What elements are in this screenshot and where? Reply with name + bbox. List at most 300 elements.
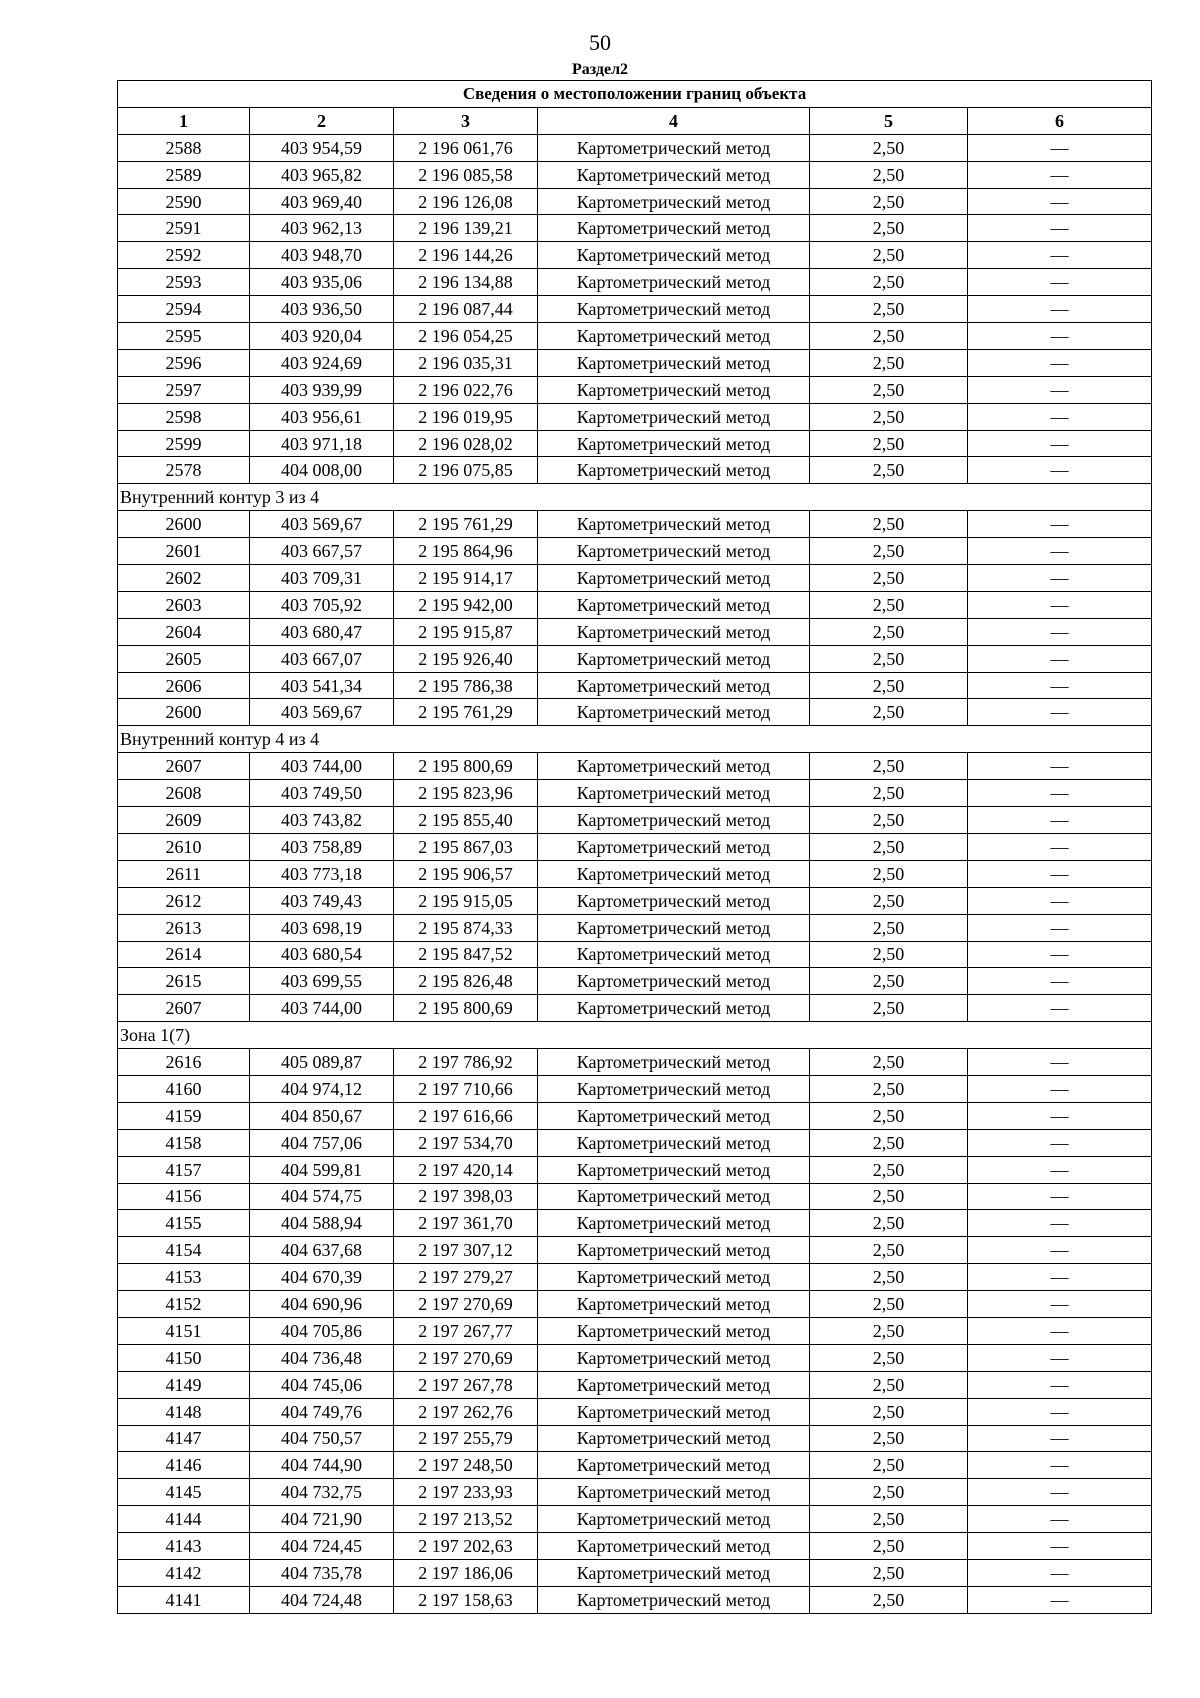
y-coordinate-cell: 2 195 926,40	[394, 645, 538, 672]
table-row	[118, 1156, 1152, 1183]
accuracy-cell: 2,50	[810, 1317, 968, 1344]
description-cell: —	[968, 457, 1152, 484]
table-row	[118, 1425, 1152, 1452]
method-cell: Картометрический метод	[538, 1452, 810, 1479]
method-cell: Картометрический метод	[538, 1559, 810, 1586]
point-number-cell: 2600	[118, 699, 250, 726]
x-coordinate-cell: 403 749,50	[250, 780, 394, 807]
table-row	[118, 1291, 1152, 1318]
y-coordinate-cell: 2 197 307,12	[394, 1237, 538, 1264]
method-cell: Картометрический метод	[538, 538, 810, 565]
y-coordinate-cell: 2 196 087,44	[394, 296, 538, 323]
method-cell: Картометрический метод	[538, 430, 810, 457]
y-coordinate-cell: 2 195 915,87	[394, 618, 538, 645]
description-cell: —	[968, 833, 1152, 860]
table-row	[118, 914, 1152, 941]
method-cell: Картометрический метод	[538, 753, 810, 780]
point-number-cell: 2594	[118, 296, 250, 323]
y-coordinate-cell: 2 196 126,08	[394, 188, 538, 215]
y-coordinate-cell: 2 197 262,76	[394, 1398, 538, 1425]
y-coordinate-cell: 2 197 248,50	[394, 1452, 538, 1479]
method-cell: Картометрический метод	[538, 1075, 810, 1102]
method-cell: Картометрический метод	[538, 1049, 810, 1076]
y-coordinate-cell: 2 197 786,92	[394, 1049, 538, 1076]
y-coordinate-cell: 2 195 942,00	[394, 591, 538, 618]
description-cell: —	[968, 1371, 1152, 1398]
table-row	[118, 618, 1152, 645]
point-number-cell: 4147	[118, 1425, 250, 1452]
table-row	[118, 672, 1152, 699]
accuracy-cell: 2,50	[810, 1398, 968, 1425]
table-caption: Сведения о местоположении границ объекта	[118, 81, 1152, 108]
accuracy-cell: 2,50	[810, 430, 968, 457]
table-row	[118, 376, 1152, 403]
x-coordinate-cell: 403 758,89	[250, 833, 394, 860]
y-coordinate-cell: 2 196 035,31	[394, 349, 538, 376]
x-coordinate-cell: 403 965,82	[250, 161, 394, 188]
table-row	[118, 242, 1152, 269]
y-coordinate-cell: 2 195 786,38	[394, 672, 538, 699]
method-cell: Картометрический метод	[538, 887, 810, 914]
table-row	[118, 1317, 1152, 1344]
y-coordinate-cell: 2 195 864,96	[394, 538, 538, 565]
x-coordinate-cell: 404 670,39	[250, 1264, 394, 1291]
x-coordinate-cell: 403 773,18	[250, 860, 394, 887]
accuracy-cell: 2,50	[810, 1049, 968, 1076]
accuracy-cell: 2,50	[810, 591, 968, 618]
point-number-cell: 2595	[118, 323, 250, 350]
x-coordinate-cell: 404 705,86	[250, 1317, 394, 1344]
accuracy-cell: 2,50	[810, 134, 968, 161]
y-coordinate-cell: 2 195 800,69	[394, 995, 538, 1022]
method-cell: Картометрический метод	[538, 995, 810, 1022]
accuracy-cell: 2,50	[810, 1291, 968, 1318]
description-cell: —	[968, 376, 1152, 403]
x-coordinate-cell: 403 667,07	[250, 645, 394, 672]
x-coordinate-cell: 403 956,61	[250, 403, 394, 430]
accuracy-cell: 2,50	[810, 242, 968, 269]
column-number: 5	[810, 107, 968, 134]
y-coordinate-cell: 2 197 616,66	[394, 1102, 538, 1129]
description-cell: —	[968, 511, 1152, 538]
table-row	[118, 1344, 1152, 1371]
y-coordinate-cell: 2 195 823,96	[394, 780, 538, 807]
description-cell: —	[968, 1317, 1152, 1344]
description-cell: —	[968, 215, 1152, 242]
description-cell: —	[968, 1533, 1152, 1560]
table-row	[118, 860, 1152, 887]
accuracy-cell: 2,50	[810, 349, 968, 376]
point-number-cell: 4142	[118, 1559, 250, 1586]
table-row	[118, 591, 1152, 618]
point-number-cell: 4156	[118, 1183, 250, 1210]
x-coordinate-cell: 403 705,92	[250, 591, 394, 618]
y-coordinate-cell: 2 196 139,21	[394, 215, 538, 242]
method-cell: Картометрический метод	[538, 565, 810, 592]
table-row	[118, 1559, 1152, 1586]
contour-header-row	[118, 726, 1152, 753]
description-cell: —	[968, 699, 1152, 726]
table-body	[118, 134, 1152, 1613]
description-cell: —	[968, 1559, 1152, 1586]
table-row	[118, 161, 1152, 188]
point-number-cell: 2614	[118, 941, 250, 968]
x-coordinate-cell: 405 089,87	[250, 1049, 394, 1076]
description-cell: —	[968, 753, 1152, 780]
point-number-cell: 2607	[118, 753, 250, 780]
accuracy-cell: 2,50	[810, 188, 968, 215]
x-coordinate-cell: 403 698,19	[250, 914, 394, 941]
section-title: Раздел2	[571, 61, 629, 78]
point-number-cell: 2615	[118, 968, 250, 995]
table-row	[118, 941, 1152, 968]
contour-label: Внутренний контур 4 из 4	[118, 726, 1152, 753]
table-row	[118, 511, 1152, 538]
y-coordinate-cell: 2 196 028,02	[394, 430, 538, 457]
table-row	[118, 215, 1152, 242]
accuracy-cell: 2,50	[810, 296, 968, 323]
table-row	[118, 188, 1152, 215]
accuracy-cell: 2,50	[810, 1506, 968, 1533]
description-cell: —	[968, 995, 1152, 1022]
table-row	[118, 887, 1152, 914]
y-coordinate-cell: 2 197 158,63	[394, 1586, 538, 1613]
accuracy-cell: 2,50	[810, 645, 968, 672]
method-cell: Картометрический метод	[538, 1156, 810, 1183]
method-cell: Картометрический метод	[538, 1479, 810, 1506]
accuracy-cell: 2,50	[810, 1452, 968, 1479]
y-coordinate-cell: 2 195 761,29	[394, 699, 538, 726]
method-cell: Картометрический метод	[538, 860, 810, 887]
accuracy-cell: 2,50	[810, 753, 968, 780]
point-number-cell: 2591	[118, 215, 250, 242]
description-cell: —	[968, 1264, 1152, 1291]
y-coordinate-cell: 2 196 075,85	[394, 457, 538, 484]
column-number-row	[118, 107, 1152, 134]
accuracy-cell: 2,50	[810, 511, 968, 538]
method-cell: Картометрический метод	[538, 1237, 810, 1264]
accuracy-cell: 2,50	[810, 833, 968, 860]
point-number-cell: 2607	[118, 995, 250, 1022]
x-coordinate-cell: 404 850,67	[250, 1102, 394, 1129]
table-row	[118, 403, 1152, 430]
method-cell: Картометрический метод	[538, 941, 810, 968]
contour-label: Внутренний контур 3 из 4	[118, 484, 1152, 511]
accuracy-cell: 2,50	[810, 807, 968, 834]
table-row	[118, 1210, 1152, 1237]
accuracy-cell: 2,50	[810, 1237, 968, 1264]
page-number: 50	[589, 30, 611, 55]
point-number-cell: 2606	[118, 672, 250, 699]
method-cell: Картометрический метод	[538, 269, 810, 296]
x-coordinate-cell: 403 569,67	[250, 699, 394, 726]
x-coordinate-cell: 403 743,82	[250, 807, 394, 834]
x-coordinate-cell: 404 724,45	[250, 1533, 394, 1560]
accuracy-cell: 2,50	[810, 1210, 968, 1237]
table-row	[118, 1102, 1152, 1129]
x-coordinate-cell: 404 724,48	[250, 1586, 394, 1613]
y-coordinate-cell: 2 197 361,70	[394, 1210, 538, 1237]
point-number-cell: 4159	[118, 1102, 250, 1129]
point-number-cell: 4157	[118, 1156, 250, 1183]
accuracy-cell: 2,50	[810, 1183, 968, 1210]
y-coordinate-cell: 2 197 279,27	[394, 1264, 538, 1291]
x-coordinate-cell: 404 745,06	[250, 1371, 394, 1398]
accuracy-cell: 2,50	[810, 1075, 968, 1102]
description-cell: —	[968, 672, 1152, 699]
method-cell: Картометрический метод	[538, 1533, 810, 1560]
point-number-cell: 2611	[118, 860, 250, 887]
y-coordinate-cell: 2 196 134,88	[394, 269, 538, 296]
x-coordinate-cell: 404 599,81	[250, 1156, 394, 1183]
table-row	[118, 1398, 1152, 1425]
table-row	[118, 780, 1152, 807]
y-coordinate-cell: 2 197 534,70	[394, 1129, 538, 1156]
x-coordinate-cell: 404 637,68	[250, 1237, 394, 1264]
method-cell: Картометрический метод	[538, 1371, 810, 1398]
y-coordinate-cell: 2 197 420,14	[394, 1156, 538, 1183]
description-cell: —	[968, 1237, 1152, 1264]
method-cell: Картометрический метод	[538, 1317, 810, 1344]
x-coordinate-cell: 403 924,69	[250, 349, 394, 376]
contour-header-row	[118, 1022, 1152, 1049]
description-cell: —	[968, 1183, 1152, 1210]
contour-header-row	[118, 484, 1152, 511]
table-row	[118, 565, 1152, 592]
table-row	[118, 457, 1152, 484]
x-coordinate-cell: 403 744,00	[250, 995, 394, 1022]
description-cell: —	[968, 807, 1152, 834]
table-row	[118, 1371, 1152, 1398]
column-number: 6	[968, 107, 1152, 134]
x-coordinate-cell: 403 971,18	[250, 430, 394, 457]
method-cell: Картометрический метод	[538, 699, 810, 726]
point-number-cell: 2603	[118, 591, 250, 618]
table-row	[118, 968, 1152, 995]
accuracy-cell: 2,50	[810, 1264, 968, 1291]
method-cell: Картометрический метод	[538, 618, 810, 645]
y-coordinate-cell: 2 197 710,66	[394, 1075, 538, 1102]
method-cell: Картометрический метод	[538, 645, 810, 672]
description-cell: —	[968, 430, 1152, 457]
accuracy-cell: 2,50	[810, 1129, 968, 1156]
description-cell: —	[968, 780, 1152, 807]
table-row	[118, 1264, 1152, 1291]
boundary-coordinates-table	[117, 80, 1152, 1614]
point-number-cell: 2613	[118, 914, 250, 941]
method-cell: Картометрический метод	[538, 457, 810, 484]
accuracy-cell: 2,50	[810, 215, 968, 242]
x-coordinate-cell: 403 749,43	[250, 887, 394, 914]
method-cell: Картометрический метод	[538, 188, 810, 215]
description-cell: —	[968, 618, 1152, 645]
description-cell: —	[968, 887, 1152, 914]
description-cell: —	[968, 1452, 1152, 1479]
table-row	[118, 349, 1152, 376]
accuracy-cell: 2,50	[810, 376, 968, 403]
method-cell: Картометрический метод	[538, 242, 810, 269]
method-cell: Картометрический метод	[538, 833, 810, 860]
table-row	[118, 807, 1152, 834]
x-coordinate-cell: 403 680,47	[250, 618, 394, 645]
description-cell: —	[968, 269, 1152, 296]
table-row	[118, 645, 1152, 672]
x-coordinate-cell: 404 750,57	[250, 1425, 394, 1452]
accuracy-cell: 2,50	[810, 968, 968, 995]
y-coordinate-cell: 2 197 267,78	[394, 1371, 538, 1398]
y-coordinate-cell: 2 197 213,52	[394, 1506, 538, 1533]
point-number-cell: 4154	[118, 1237, 250, 1264]
table-row	[118, 323, 1152, 350]
accuracy-cell: 2,50	[810, 1102, 968, 1129]
y-coordinate-cell: 2 197 398,03	[394, 1183, 538, 1210]
point-number-cell: 4158	[118, 1129, 250, 1156]
accuracy-cell: 2,50	[810, 1425, 968, 1452]
description-cell: —	[968, 161, 1152, 188]
point-number-cell: 4149	[118, 1371, 250, 1398]
y-coordinate-cell: 2 196 061,76	[394, 134, 538, 161]
table-row	[118, 1183, 1152, 1210]
accuracy-cell: 2,50	[810, 269, 968, 296]
description-cell: —	[968, 1129, 1152, 1156]
table-row	[118, 1479, 1152, 1506]
description-cell: —	[968, 1344, 1152, 1371]
y-coordinate-cell: 2 197 270,69	[394, 1291, 538, 1318]
accuracy-cell: 2,50	[810, 1344, 968, 1371]
method-cell: Картометрический метод	[538, 134, 810, 161]
table-row	[118, 1452, 1152, 1479]
accuracy-cell: 2,50	[810, 618, 968, 645]
column-number: 4	[538, 107, 810, 134]
table-row	[118, 1586, 1152, 1613]
accuracy-cell: 2,50	[810, 672, 968, 699]
point-number-cell: 2578	[118, 457, 250, 484]
point-number-cell: 4155	[118, 1210, 250, 1237]
description-cell: —	[968, 1398, 1152, 1425]
y-coordinate-cell: 2 196 054,25	[394, 323, 538, 350]
x-coordinate-cell: 403 667,57	[250, 538, 394, 565]
accuracy-cell: 2,50	[810, 860, 968, 887]
point-number-cell: 4143	[118, 1533, 250, 1560]
y-coordinate-cell: 2 196 085,58	[394, 161, 538, 188]
point-number-cell: 2593	[118, 269, 250, 296]
description-cell: —	[968, 1506, 1152, 1533]
column-number: 1	[118, 107, 250, 134]
x-coordinate-cell: 403 969,40	[250, 188, 394, 215]
description-cell: —	[968, 242, 1152, 269]
y-coordinate-cell: 2 195 855,40	[394, 807, 538, 834]
description-cell: —	[968, 968, 1152, 995]
x-coordinate-cell: 404 008,00	[250, 457, 394, 484]
method-cell: Картометрический метод	[538, 296, 810, 323]
x-coordinate-cell: 404 690,96	[250, 1291, 394, 1318]
y-coordinate-cell: 2 197 267,77	[394, 1317, 538, 1344]
description-cell: —	[968, 1586, 1152, 1613]
x-coordinate-cell: 404 757,06	[250, 1129, 394, 1156]
point-number-cell: 4150	[118, 1344, 250, 1371]
description-cell: —	[968, 591, 1152, 618]
contour-label: Зона 1(7)	[118, 1022, 1152, 1049]
point-number-cell: 2600	[118, 511, 250, 538]
method-cell: Картометрический метод	[538, 1398, 810, 1425]
description-cell: —	[968, 349, 1152, 376]
x-coordinate-cell: 403 569,67	[250, 511, 394, 538]
point-number-cell: 2605	[118, 645, 250, 672]
y-coordinate-cell: 2 195 874,33	[394, 914, 538, 941]
table-row	[118, 1533, 1152, 1560]
point-number-cell: 2609	[118, 807, 250, 834]
description-cell: —	[968, 1479, 1152, 1506]
table-row	[118, 296, 1152, 323]
point-number-cell: 2597	[118, 376, 250, 403]
accuracy-cell: 2,50	[810, 1586, 968, 1613]
description-cell: —	[968, 914, 1152, 941]
description-cell: —	[968, 1049, 1152, 1076]
table-row	[118, 1237, 1152, 1264]
accuracy-cell: 2,50	[810, 1156, 968, 1183]
x-coordinate-cell: 403 954,59	[250, 134, 394, 161]
accuracy-cell: 2,50	[810, 538, 968, 565]
table-row	[118, 753, 1152, 780]
method-cell: Картометрический метод	[538, 1344, 810, 1371]
point-number-cell: 2590	[118, 188, 250, 215]
y-coordinate-cell: 2 197 270,69	[394, 1344, 538, 1371]
x-coordinate-cell: 404 721,90	[250, 1506, 394, 1533]
point-number-cell: 4146	[118, 1452, 250, 1479]
x-coordinate-cell: 404 749,76	[250, 1398, 394, 1425]
point-number-cell: 4152	[118, 1291, 250, 1318]
description-cell: —	[968, 1425, 1152, 1452]
method-cell: Картометрический метод	[538, 1425, 810, 1452]
accuracy-cell: 2,50	[810, 161, 968, 188]
y-coordinate-cell: 2 195 800,69	[394, 753, 538, 780]
x-coordinate-cell: 403 920,04	[250, 323, 394, 350]
point-number-cell: 2602	[118, 565, 250, 592]
description-cell: —	[968, 323, 1152, 350]
y-coordinate-cell: 2 195 867,03	[394, 833, 538, 860]
y-coordinate-cell: 2 197 186,06	[394, 1559, 538, 1586]
method-cell: Картометрический метод	[538, 968, 810, 995]
description-cell: —	[968, 645, 1152, 672]
table-row	[118, 430, 1152, 457]
y-coordinate-cell: 2 197 255,79	[394, 1425, 538, 1452]
method-cell: Картометрический метод	[538, 403, 810, 430]
y-coordinate-cell: 2 195 761,29	[394, 511, 538, 538]
description-cell: —	[968, 134, 1152, 161]
accuracy-cell: 2,50	[810, 1479, 968, 1506]
method-cell: Картометрический метод	[538, 672, 810, 699]
point-number-cell: 2604	[118, 618, 250, 645]
method-cell: Картометрический метод	[538, 1210, 810, 1237]
accuracy-cell: 2,50	[810, 323, 968, 350]
point-number-cell: 2601	[118, 538, 250, 565]
y-coordinate-cell: 2 197 233,93	[394, 1479, 538, 1506]
point-number-cell: 2612	[118, 887, 250, 914]
method-cell: Картометрический метод	[538, 1102, 810, 1129]
point-number-cell: 2589	[118, 161, 250, 188]
y-coordinate-cell: 2 195 914,17	[394, 565, 538, 592]
method-cell: Картометрический метод	[538, 1264, 810, 1291]
method-cell: Картометрический метод	[538, 511, 810, 538]
x-coordinate-cell: 403 709,31	[250, 565, 394, 592]
point-number-cell: 4151	[118, 1317, 250, 1344]
description-cell: —	[968, 860, 1152, 887]
description-cell: —	[968, 1210, 1152, 1237]
method-cell: Картометрический метод	[538, 376, 810, 403]
accuracy-cell: 2,50	[810, 941, 968, 968]
accuracy-cell: 2,50	[810, 565, 968, 592]
method-cell: Картометрический метод	[538, 323, 810, 350]
